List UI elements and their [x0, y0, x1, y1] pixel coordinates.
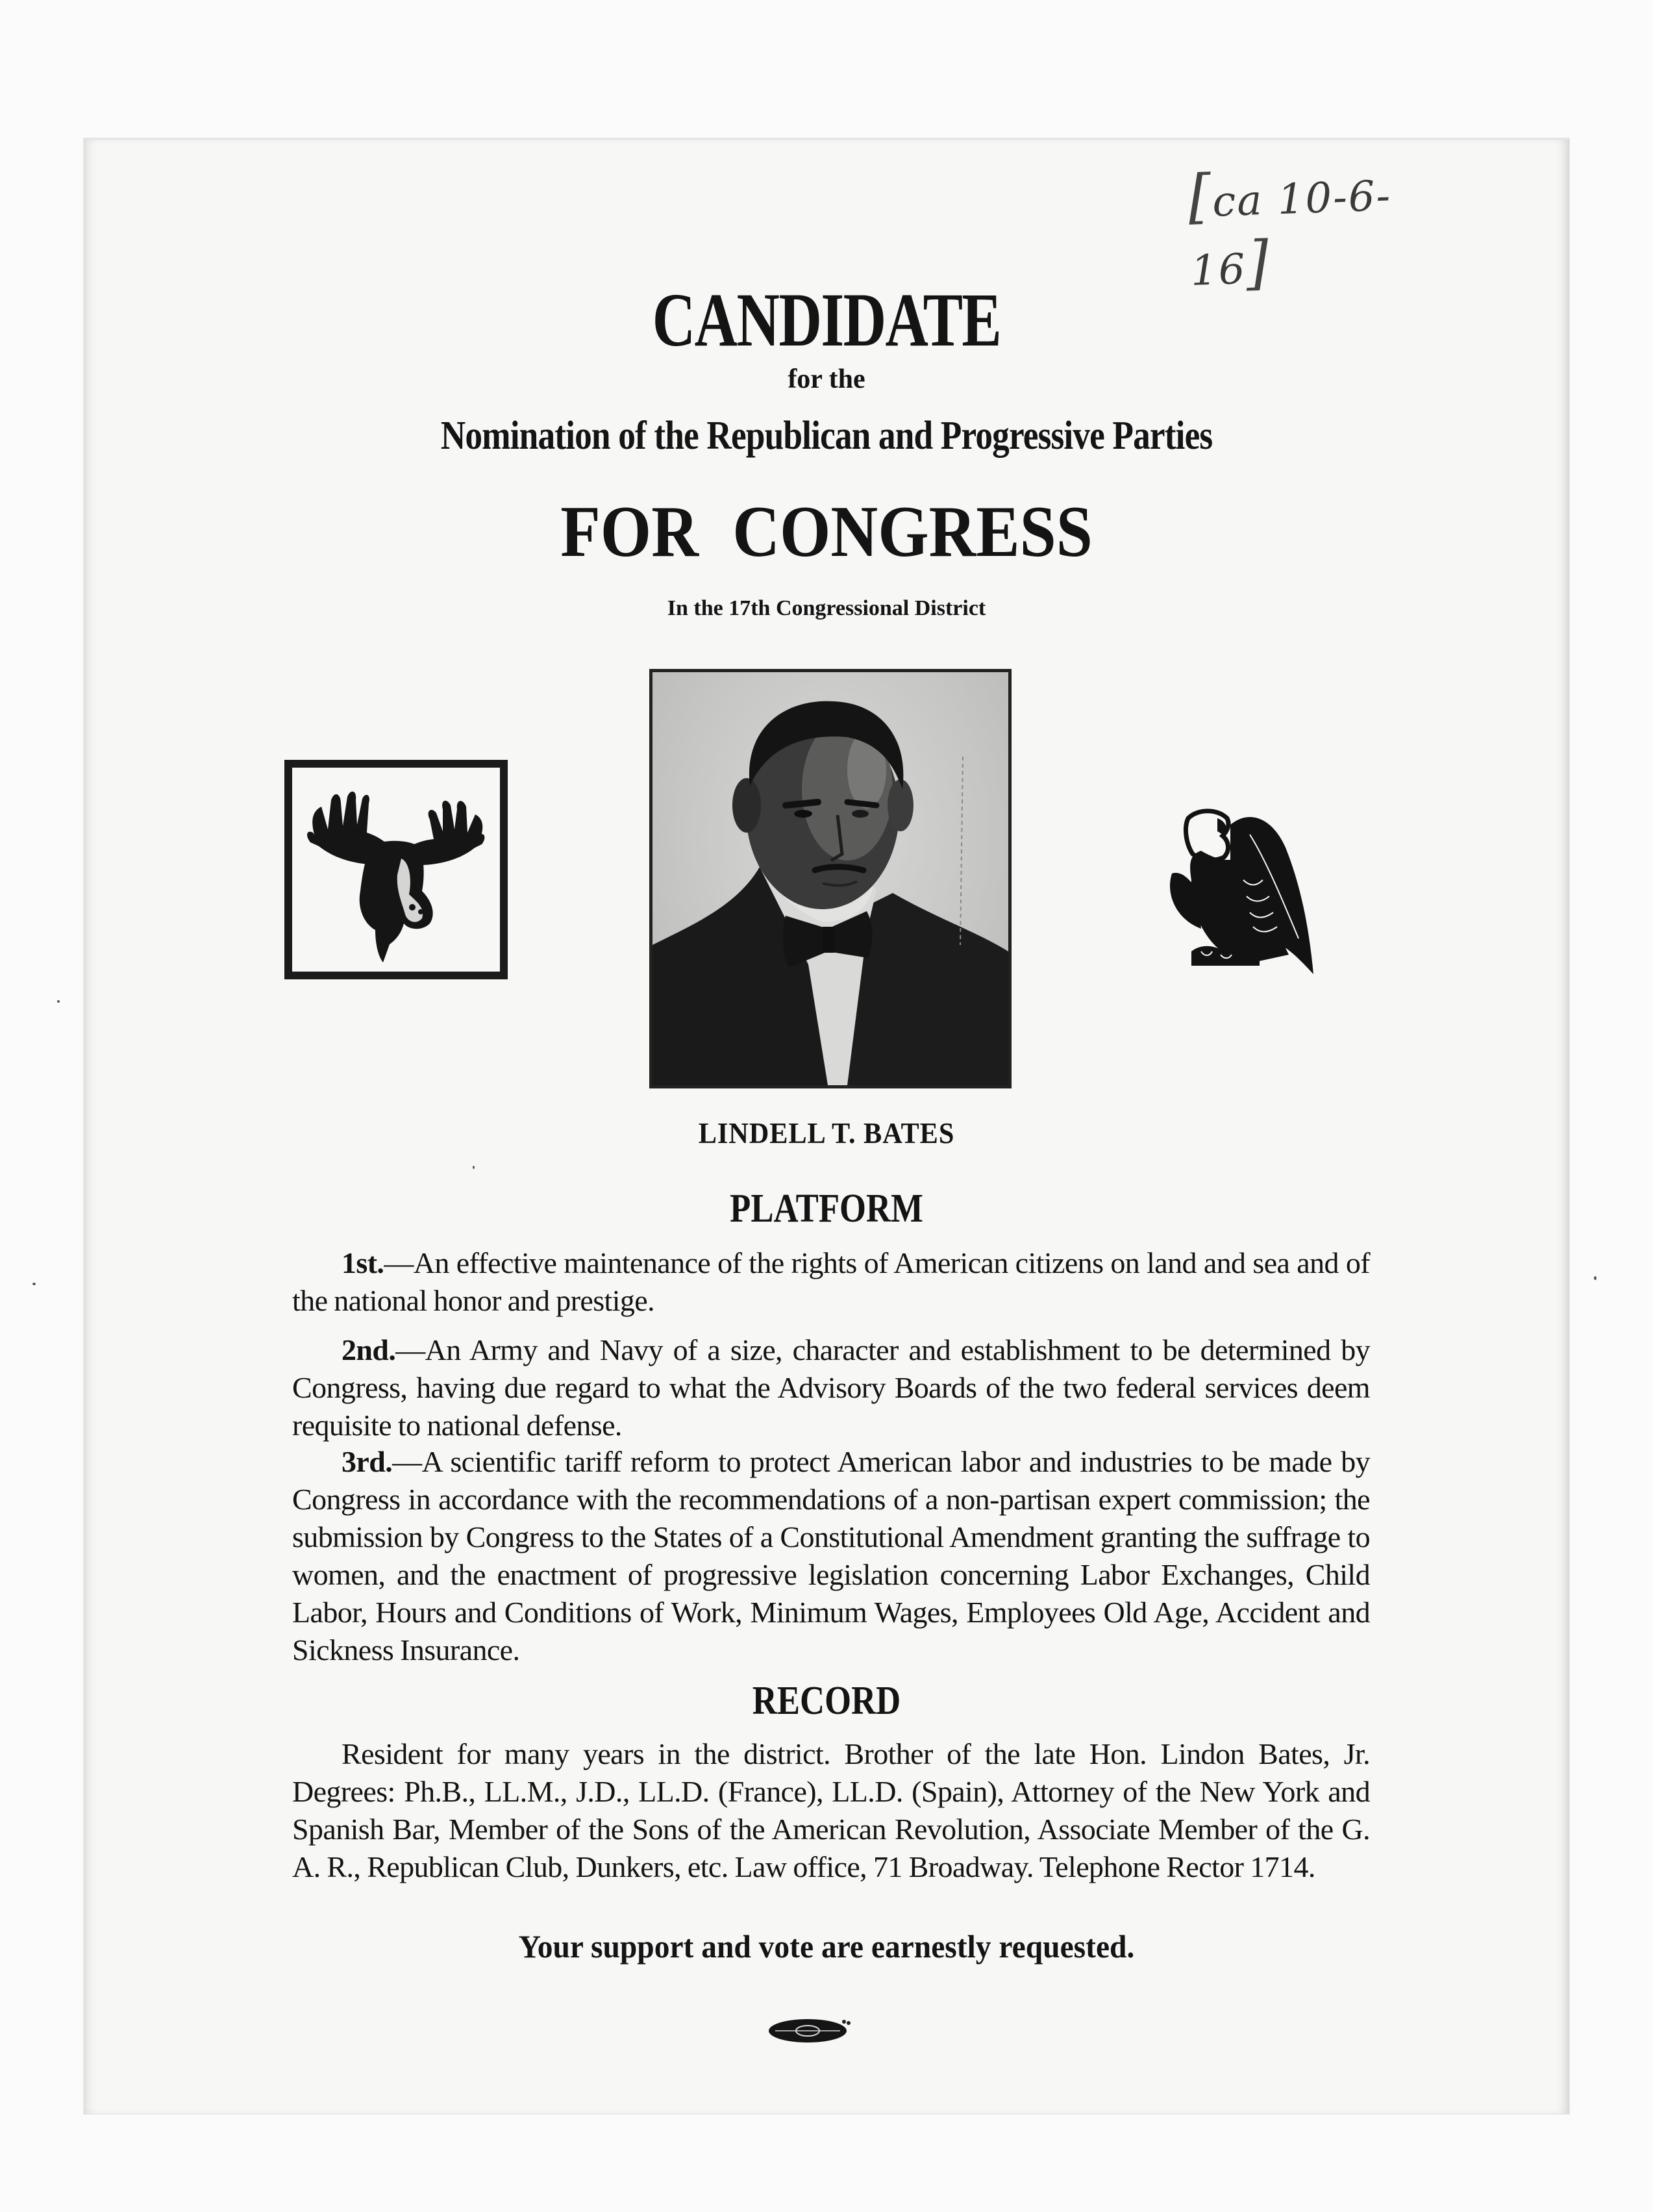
closing-appeal: Your support and vote are earnestly requested.	[518, 1928, 1135, 1965]
platform-text: —A scientific tariff reform to protect American labor and industries to be made by Congress in accordance with the recommendations of a non-partisan expert commission; the submission by Congress to the States of a Constitutional Amendment granting the suffrage to women, and the enactment of progressive legislation concerning Labor Exchanges, Child Labor, Hours and Conditions of Work, Minimum Wages, Employees Old Age, Accident and Sickness Insurance.	[292, 1445, 1370, 1666]
dust-speck	[32, 1283, 36, 1285]
moose-head-icon	[292, 768, 500, 972]
candidate-portrait	[649, 669, 1012, 1088]
union-label-mark	[766, 2015, 854, 2044]
bracket-open: [	[1187, 162, 1213, 231]
annotation-text: ca 10-6-16	[1189, 172, 1393, 295]
platform-ordinal: 1st.	[342, 1246, 384, 1279]
platform-ordinal: 3rd.	[342, 1445, 393, 1478]
subhead-nomination: Nomination of the Republican and Progressive Parties	[440, 414, 1213, 458]
record-text: Resident for many years in the district. Brother of the late Hon. Lindon Bates, Jr. Degrees: Ph.B., LL.M., J.D., LL.D. (France), LL.D. (Spain), Attorney of the New York and Spanish Bar, Member of the Sons of the American Revolution, Associate Member of the G. A. R., Republican Club, Dunkers, etc. Law office, 71 Broadway. Telephone Rector 1714.	[292, 1737, 1370, 1883]
subhead-district: In the 17th Congressional District	[667, 596, 986, 620]
platform-item-2	[292, 1331, 1370, 1444]
union-label-icon	[766, 2015, 854, 2044]
platform-heading: PLATFORM	[730, 1187, 923, 1231]
subhead-for-the: for the	[788, 364, 865, 394]
platform-item-3	[292, 1443, 1370, 1669]
platform-item-1	[292, 1244, 1370, 1320]
bracket-close: ]	[1245, 228, 1272, 297]
record-paragraph	[292, 1735, 1370, 1886]
platform-text: —An effective maintenance of the rights of American citizens on land and sea and of the national honor and prestige.	[292, 1246, 1370, 1317]
platform-ordinal: 2nd.	[342, 1333, 396, 1366]
candidate-name: LINDELL T. BATES	[698, 1116, 955, 1150]
dust-speck	[57, 1000, 60, 1003]
handwritten-date-annotation	[1187, 155, 1410, 297]
platform-text: —An Army and Navy of a size, character and establishment to be determined by Congress, having due regard to what the Advisory Boards of the two federal services deem requisite to national defense.	[292, 1333, 1370, 1442]
dust-speck	[1594, 1276, 1597, 1280]
moose-emblem-frame	[284, 760, 508, 979]
dust-speck	[473, 1166, 475, 1169]
portrait-photo	[652, 672, 1008, 1085]
eagle-emblem	[1152, 789, 1324, 977]
eagle-icon	[1152, 789, 1324, 977]
record-heading: RECORD	[752, 1679, 901, 1723]
headline-for-congress: FOR CONGRESS	[560, 492, 1093, 572]
headline-candidate: CANDIDATE	[652, 277, 1001, 362]
